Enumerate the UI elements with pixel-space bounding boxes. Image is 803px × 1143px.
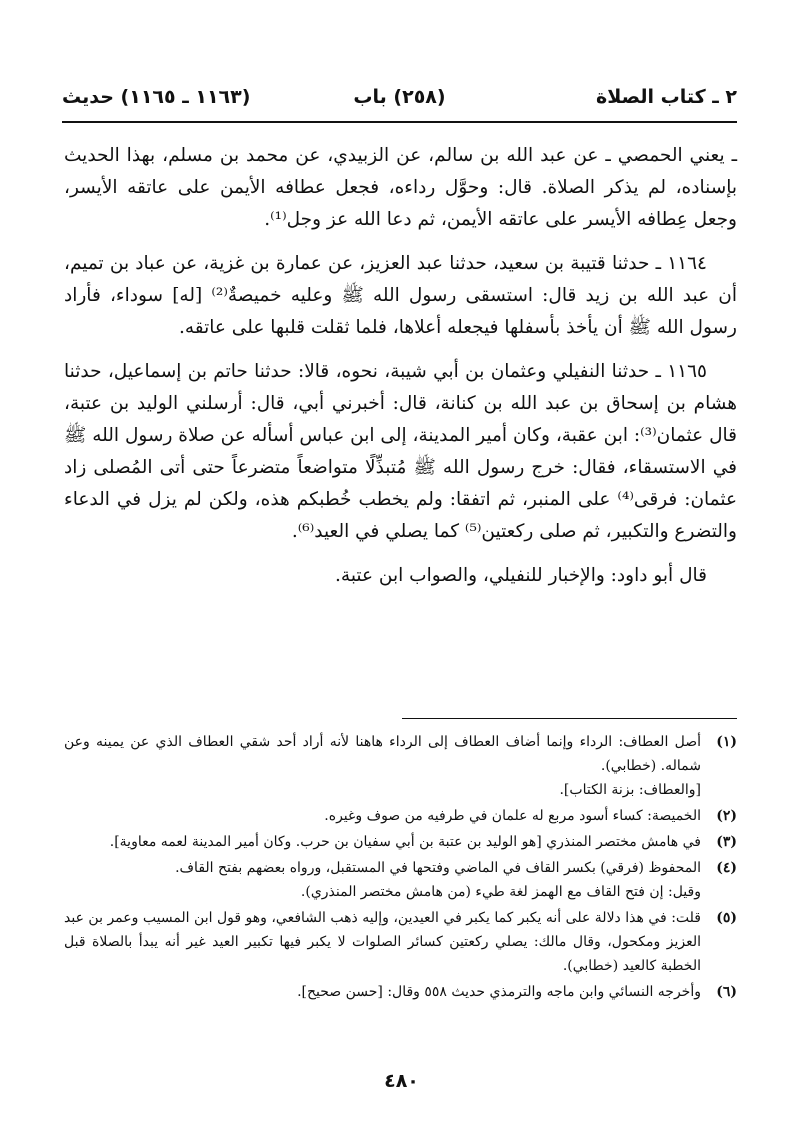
- footnote-divider: [402, 718, 737, 719]
- footnote-number: (٦): [716, 984, 737, 1000]
- footnote-number: (٥): [716, 910, 737, 926]
- footnote-text: الخميصة: كساء أسود مربع له علمان في طرفيه من صوف وغيره.: [324, 808, 701, 824]
- header-hadith-range: (١١٦٣ ـ ١١٦٥) حديث: [62, 86, 251, 108]
- footnote-text: المحفوظ (فرقي) بكسر القاف في الماضي وفتحها في المستقبل، ورواه بعضهم بفتح القاف.: [175, 860, 701, 876]
- running-header: [62, 86, 737, 116]
- hadith-1165: ١١٦٥ ـ حدثنا النفيلي وعثمان بن أبي شيبة، نحوه، قالا: حدثنا حاتم بن إسماعيل، حدثنا هشام بن إسحاق بن عبد الله بن كنانة، قال: أخبرني أبي، قال: أرسلني الوليد بن عتبة، قال عثمان⁽³⁾: ابن عقبة، وكان أمير المدينة، إلى ابن عباس أسأله عن صلاة رسول الله ﷺ في الاستسقاء، فقال: خرج رسول الله ﷺ مُتبذِّلًا متواضعاً متضرعاً حتى أتى المُصلى زاد عثمان: فرقى⁽⁴⁾ على المنبر، ثم اتفقا: ولم يخطب خُطبكم هذه، ولكن لم يزل في الدعاء والتضرع والتكبير، ثم صلى ركعتين⁽⁵⁾ كما يصلي في العيد⁽⁶⁾.: [64, 361, 738, 542]
- footnote-text: أصل العطاف: الرداء وإنما أضاف العطاف إلى الرداء هاهنا لأنه أراد أحد شقي العطاف الذي عن يمينه وعن شماله. (خطابي).: [64, 734, 701, 774]
- footnote-number: (٤): [716, 860, 737, 876]
- footnote-text: [والعطاف: بزنة الكتاب].: [559, 782, 701, 798]
- footnote: [64, 856, 737, 904]
- footnotes: [64, 730, 737, 1006]
- footnote: [64, 830, 737, 854]
- footnote-text: وأخرجه النسائي وابن ماجه والترمذي حديث ٥٥٨ وقال: [حسن صحيح].: [297, 984, 701, 1000]
- footnote: [64, 906, 737, 978]
- footnote-number: (٣): [716, 834, 737, 850]
- footnote-number: (٢): [716, 808, 737, 824]
- paragraph-continuation: ـ يعني الحمصي ـ عن عبد الله بن سالم، عن الزبيدي، عن محمد بن مسلم، بهذا الحديث بإسناده، لم يذكر الصلاة. قال: وحوَّل رداءه، فجعل عطافه الأيمن على عاتقه الأيسر، وجعل عِطافه الأيسر على عاتقه الأيمن، ثم دعا الله عز وجل⁽¹⁾.: [64, 145, 737, 230]
- header-divider: [62, 121, 737, 123]
- footnote: [64, 730, 737, 802]
- footnote: [64, 980, 737, 1004]
- page-number: ٤٨٠: [384, 1070, 419, 1092]
- abu-dawud-note: قال أبو داود: والإخبار للنفيلي، والصواب ابن عتبة.: [335, 565, 707, 586]
- footnote-text: قلت: في هذا دلالة على أنه يكبر كما يكبر في العيدين، وإليه ذهب الشافعي، وهو قول ابن المسيب وعمر بن عبد العزيز ومكحول، وقال مالك: يصلي ركعتين كسائر الصلوات لا يكبر فيها تكبير العيد غير أنه يبدأ بالصلاة قبل الخطبة كالعيد (خطابي).: [64, 910, 701, 974]
- header-book-title: ٢ ـ كتاب الصلاة: [596, 86, 737, 108]
- footnote-text: في هامش مختصر المنذري [هو الوليد بن عتبة بن أبي سفيان بن حرب. وكان أمير المدينة لعمه معاوية].: [109, 834, 701, 850]
- hadith-1164: ١١٦٤ ـ حدثنا قتيبة بن سعيد، حدثنا عبد العزيز، عن عمارة بن غزية، عن عباد بن تميم، أن عبد الله بن زيد قال: استسقى رسول الله ﷺ وعليه خميصةٌ⁽²⁾ [له] سوداء، فأراد رسول الله ﷺ أن يأخذ بأسفلها فيجعله أعلاها، فلما ثقلت قلبها على عاتقه.: [64, 253, 738, 338]
- header-chapter: (٢٥٨) باب: [353, 86, 446, 108]
- main-text: [64, 140, 737, 604]
- footnote-number: (١): [716, 734, 737, 750]
- footnote-text: وقيل: إن فتح القاف مع الهمز لغة طيء (من هامش مختصر المنذري).: [300, 884, 701, 900]
- footnote: [64, 804, 737, 828]
